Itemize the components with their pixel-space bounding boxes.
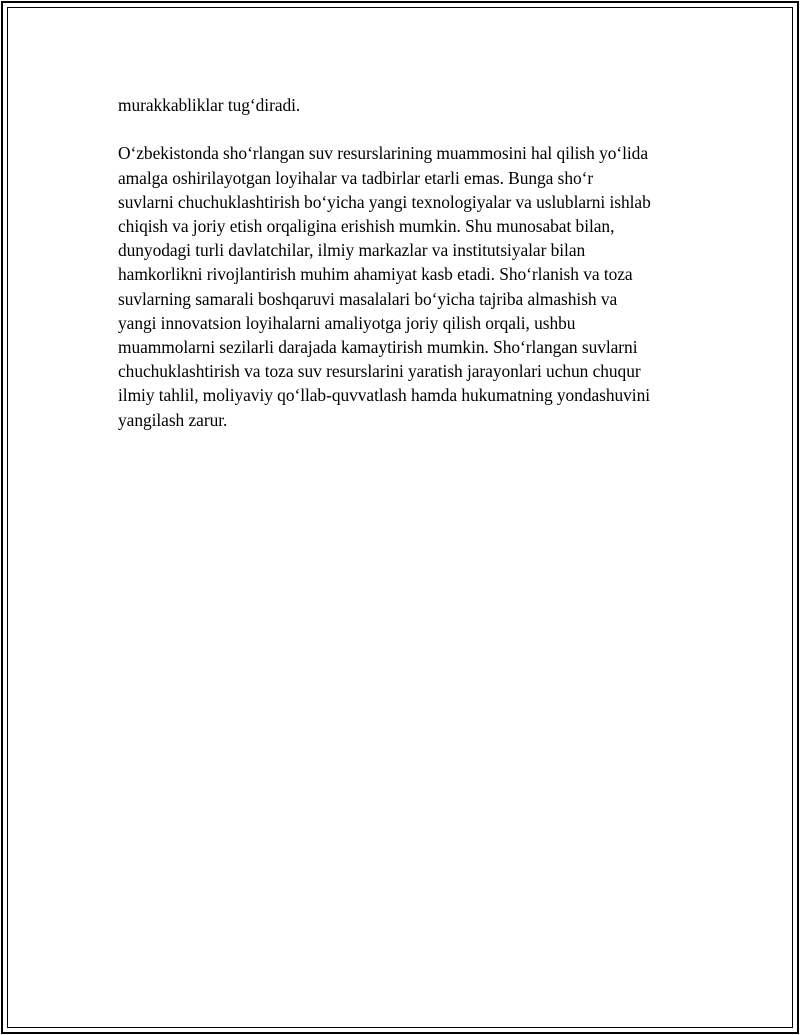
text-line: suvlarni chuchuklashtirish bo‘yicha yangi texnologiyalar va uslublarni ishlab (118, 191, 651, 212)
main-paragraph (118, 141, 698, 431)
text-line: hamkorlikni rivojlantirish muhim ahamiyat kasb etadi. Sho‘rlanish va toza (118, 264, 633, 285)
text-line: amalga oshirilayotgan loyihalar va tadbirlar etarli emas. Bunga sho‘r (118, 167, 594, 188)
text-line: dunyodagi turli davlatchilar, ilmiy markazlar va institutsiyalar bilan (118, 240, 586, 261)
text-line: muammolarni sezilarli darajada kamaytirish mumkin. Sho‘rlangan suvlarni (118, 337, 638, 358)
text-line: O‘zbekistonda sho‘rlangan suv resurslarining muammosini hal qilish yo‘lida (118, 143, 649, 164)
text-line: murakkabliklar tug‘diradi. (118, 95, 301, 115)
text-line: yangilash zarur. (118, 409, 228, 430)
paragraph-gap (118, 117, 698, 141)
text-line: suvlarning samarali boshqaruvi masalalari bo‘yicha tajriba almashish va (118, 288, 618, 309)
document-body (118, 93, 698, 432)
text-line: chiqish va joriy etish orqaligina erishish mumkin. Shu munosabat bilan, (118, 216, 615, 236)
text-line: yangi innovatsion loyihalarni amaliyotga joriy qilish orqali, ushbu (118, 312, 576, 333)
text-line: ilmiy tahlil, moliyaviy qo‘llab-quvvatlash hamda hukumatning yondashuvini (118, 385, 651, 406)
text-line: chuchuklashtirish va toza suv resurslarini yaratish jarayonlari uchun chuqur (118, 361, 641, 382)
continuation-paragraph (118, 93, 698, 117)
